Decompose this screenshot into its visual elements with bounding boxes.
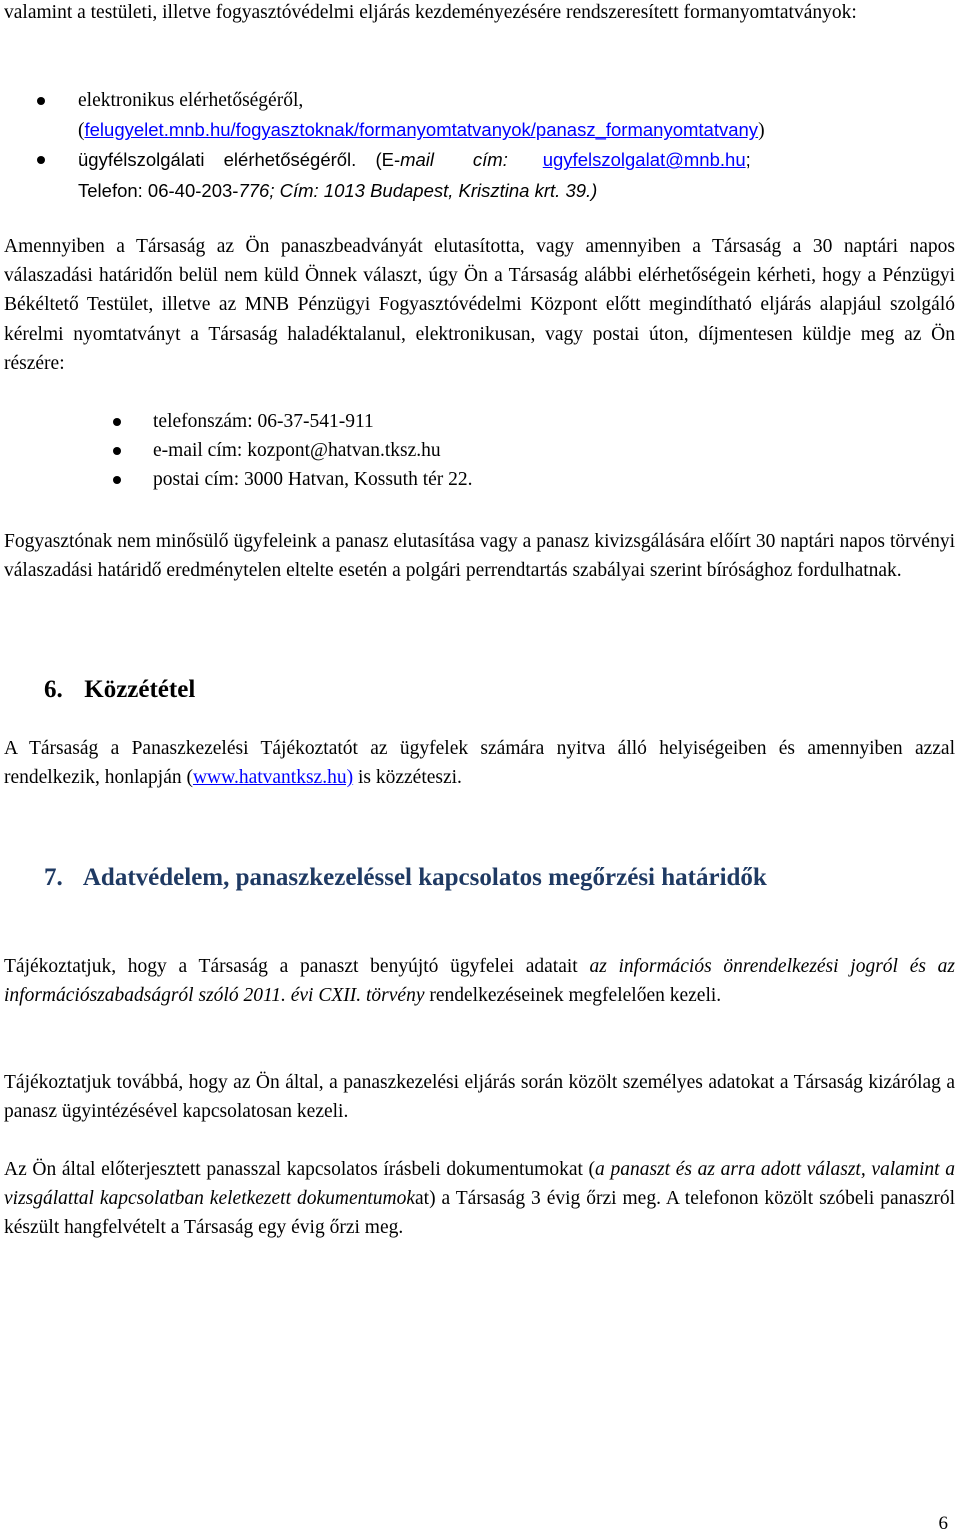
section-6-text-end: is közzéteszi. xyxy=(353,767,462,789)
contact-phone: telefonszám: 06-37-541-911 xyxy=(153,411,374,432)
section-6-paragraph xyxy=(4,734,955,792)
section-7-paragraph-3 xyxy=(4,1155,955,1243)
section-number: 7. xyxy=(44,864,63,891)
section-title: Adatvédelem, panaszkezeléssel kapcsolatos megőrzési határidők xyxy=(82,864,767,891)
section-6-heading xyxy=(44,675,195,705)
bullet-icon xyxy=(113,476,121,484)
list-item xyxy=(0,145,955,205)
rejection-text: Amennyiben a Társaság az Ön panaszbeadványát elutasította, vagy amennyiben a Társaság a 30 naptári napos válaszadási határidőn belül nem küld Önnek választ, úgy Ön a Társaság alábbi elérhetőségein kérheti, hogy a Pénzügyi Békéltető Testület, illetve az MNB Pénzügyi Fogyasztóvédelmi Központ előtt megindítható eljárás alapjául szolgáló kérelmi nyomtatványt a Társaság haladéktalanul, elektronikusan, vagy postai úton, díjmentesen küldje meg az Ön részére: xyxy=(4,236,955,374)
page-number: 6 xyxy=(938,1513,948,1534)
mail-word: mail xyxy=(400,149,435,171)
bullet-icon xyxy=(113,447,121,455)
mnb-form-link[interactable]: felugyelet.mnb.hu/fogyasztoknak/formanyomtatvanyok/panasz_formanyomtatvany xyxy=(84,119,759,141)
list-item xyxy=(0,86,955,145)
p1-text-end: rendelkezéseinek megfelelően kezeli. xyxy=(424,985,722,1007)
contact-list xyxy=(0,407,955,495)
p3-italic: a panaszt és az arra adott választ, valamint a vizsgálattal kapcsolatban keletkezett dokumentumok xyxy=(4,1159,955,1210)
separator: ; xyxy=(745,149,751,171)
section-7-paragraph-2: Tájékoztatjuk továbbá, hogy az Ön által, a panaszkezelési eljárás során közölt személyes adatokat a Társaság kizárólag a panasz ügyintézésével kapcsolatosan kezeli. xyxy=(4,1072,955,1123)
source-label: ügyfélszolgálati elérhetőségéről. (E- xyxy=(78,149,401,171)
p3-text-end: at) a Társaság 3 évig őrzi meg. A telefonon közölt szóbeli panaszról készült hangfelvételt a Társaság egy évig őrzi meg. xyxy=(4,1188,955,1239)
bullet-icon xyxy=(113,418,121,426)
list-item xyxy=(0,465,955,494)
mnb-sources-list xyxy=(0,86,955,206)
list-item xyxy=(0,407,955,436)
cim-word: cím: xyxy=(472,149,508,171)
intro-paragraph: valamint a testületi, illetve fogyasztóvédelmi eljárás kezdeményezésére rendszeresített formanyomtatványok: xyxy=(4,2,857,23)
section-number: 6. xyxy=(44,676,63,703)
p1-text: Tájékoztatjuk, hogy a Társaság a panaszt benyújtó ügyfelei adatait xyxy=(4,956,590,977)
bullet-icon xyxy=(37,97,45,105)
source-label: elektronikus elérhetőségéről, xyxy=(78,90,304,111)
section-7-paragraph-1 xyxy=(4,952,955,1010)
rejection-paragraph xyxy=(4,232,955,378)
bullet-icon xyxy=(37,156,45,164)
website-link[interactable]: www.hatvantksz.hu) xyxy=(192,767,354,789)
section-7-heading xyxy=(44,863,767,893)
p3-text: Az Ön által előterjesztett panasszal kapcsolatos írásbeli dokumentumokat ( xyxy=(4,1159,596,1180)
address-line: 776; Cím: 1013 Budapest, Krisztina krt. 39.) xyxy=(238,179,598,201)
contact-address: postai cím: 3000 Hatvan, Kossuth tér 22. xyxy=(153,469,473,491)
section-6-text: A Társaság a Panaszkezelési Tájékoztatót az ügyfelek számára nyitva álló helyiségeiben és amennyiben azzal rendelkezik, honlapján ( xyxy=(4,738,955,789)
phone-line: Telefon: 06-40-203- xyxy=(78,179,239,201)
p1-law-name: az információs önrendelkezési jogról és az információszabadságról szóló 2011. évi CXII. törvény xyxy=(4,956,956,1007)
list-item xyxy=(0,436,955,465)
email-link[interactable]: ugyfelszolgalat@mnb.hu xyxy=(542,149,746,171)
paren: ) xyxy=(758,120,765,142)
non-consumer-paragraph: Fogyasztónak nem minősülő ügyfeleink a panasz elutasítása vagy a panasz kivizsgálására előírt 30 naptári napos törvényi válaszadási határidő eredménytelen eltelte esetén a polgári perrendtartás szabályai szerint bírósághoz fordulhatnak. xyxy=(4,531,955,582)
paren: ( xyxy=(78,120,85,142)
contact-email: e-mail cím: kozpont@hatvan.tksz.hu xyxy=(153,440,441,462)
section-title: Közzététel xyxy=(84,676,196,703)
